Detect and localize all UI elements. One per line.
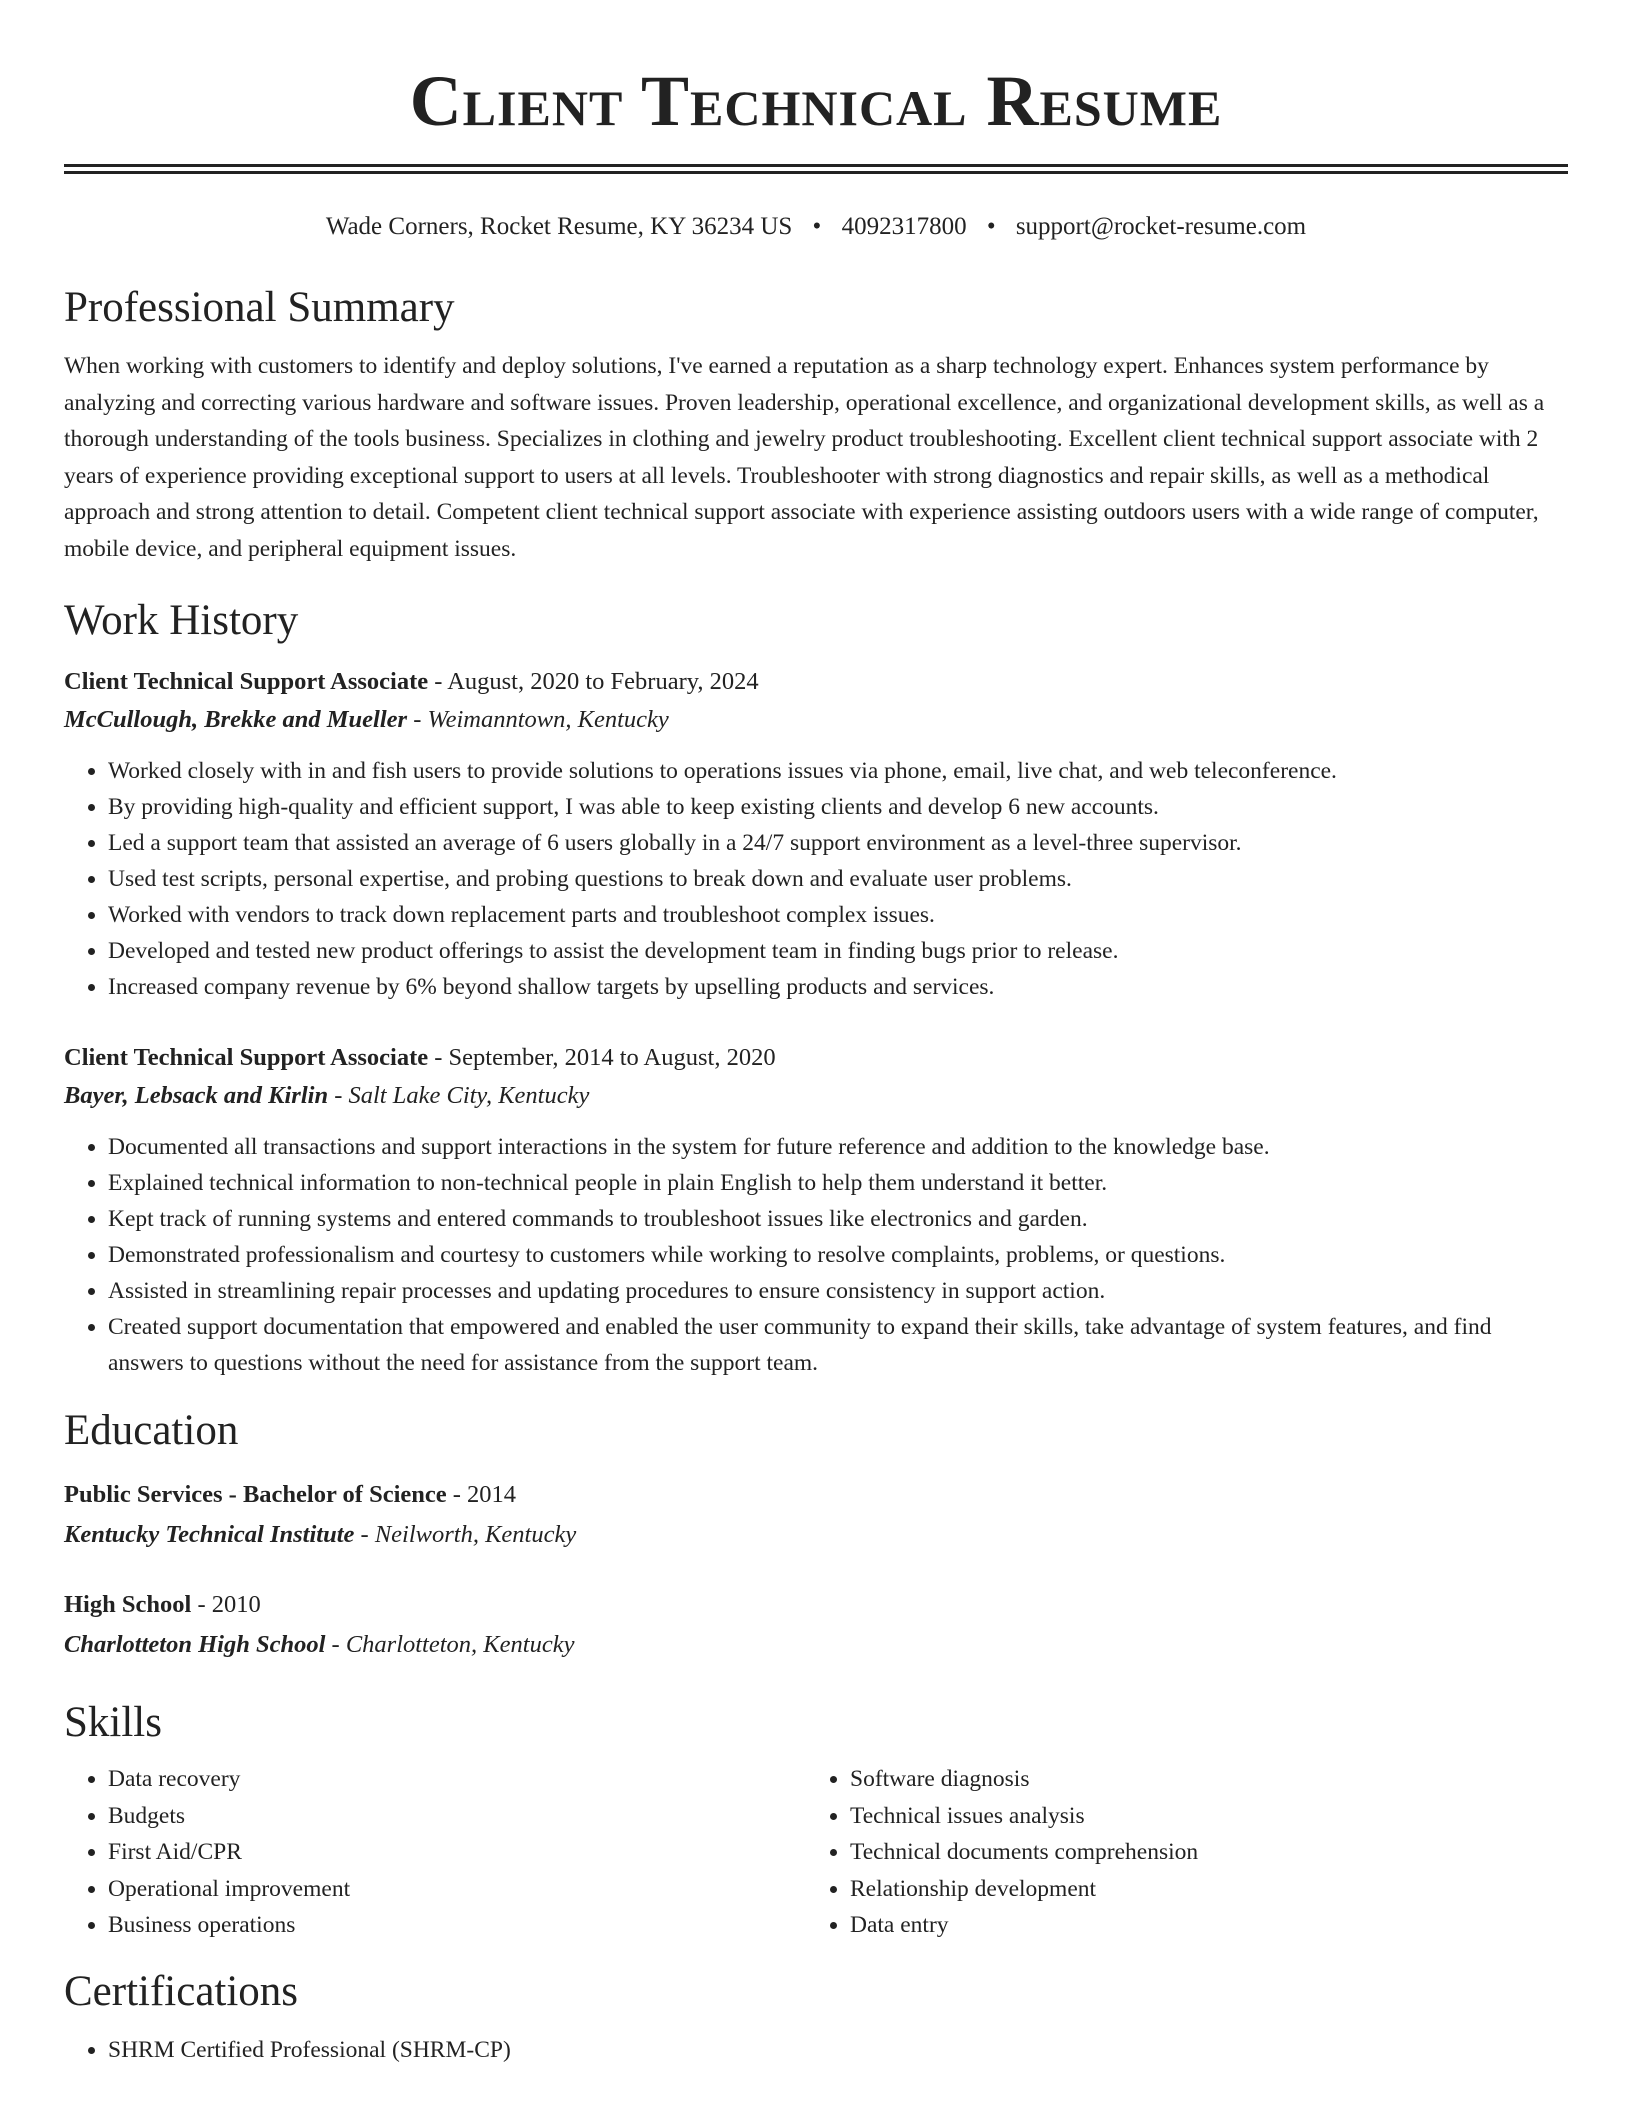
job-bullet: • Increased company revenue by 6% beyond shallow targets by upselling products and services.: [108, 969, 1568, 1005]
education-entry: [64, 1475, 1568, 1555]
education-location: - Neilworth, Kentucky: [354, 1521, 577, 1548]
education-header: [64, 1585, 1568, 1625]
education-school: Kentucky Technical Institute: [64, 1521, 355, 1548]
education-heading: Education: [64, 1407, 239, 1454]
job-employer: [64, 701, 1568, 739]
job-bullet: • Kept track of running systems and entered commands to troubleshoot issues like electronics and garden.: [108, 1201, 1568, 1237]
job-bullet: • Worked with vendors to track down replacement parts and troubleshoot complex issues.: [108, 897, 1568, 933]
contact-email: support@rocket-resume.com: [1015, 213, 1307, 240]
job-dates: - September, 2014 to August, 2020: [428, 1044, 776, 1071]
education-year: - 2010: [191, 1591, 261, 1618]
job-company: Bayer, Lebsack and Kirlin: [64, 1082, 329, 1109]
job-bullet: • Worked closely with in and fish users to provide solutions to operations issues via phone, email, live chat, and web teleconference.: [108, 753, 1568, 789]
job-header: [64, 1039, 1568, 1077]
job-bullets: [64, 753, 1568, 1005]
skill-item: • First Aid/CPR: [108, 1834, 806, 1871]
education-school: Charlotteton High School: [64, 1631, 326, 1658]
job-bullet: • Demonstrated professionalism and courtesy to customers while working to resolve complaints, problems, or questions.: [108, 1237, 1568, 1273]
skill-item: • Technical issues analysis: [850, 1798, 1548, 1835]
title-double-rule: [64, 164, 1568, 174]
summary-heading: Professional Summary: [64, 284, 455, 331]
skill-item: • Data entry: [850, 1907, 1548, 1944]
resume-page: [64, 0, 1568, 2068]
job-bullets: [64, 1129, 1568, 1381]
job-location: - Salt Lake City, Kentucky: [328, 1082, 590, 1109]
education-location: - Charlotteton, Kentucky: [325, 1631, 575, 1658]
job-bullet: • Used test scripts, personal expertise, and probing questions to break down and evaluate user problems.: [108, 861, 1568, 897]
skill-item: • Budgets: [108, 1798, 806, 1835]
job-entry: [64, 663, 1568, 1005]
certification-item: • SHRM Certified Professional (SHRM-CP): [108, 2032, 1568, 2068]
job-title: Client Technical Support Associate: [64, 1044, 429, 1071]
skills-right-list: [806, 1761, 1548, 1944]
job-bullet: • By providing high-quality and efficient support, I was able to keep existing clients and develop 6 new accounts.: [108, 789, 1568, 825]
education-degree: Public Services - Bachelor of Science: [64, 1481, 447, 1508]
contact-line: [64, 210, 1568, 244]
skill-item: • Technical documents comprehension: [850, 1834, 1548, 1871]
job-location: - Weimanntown, Kentucky: [407, 706, 669, 733]
job-company: McCullough, Brekke and Mueller: [64, 706, 408, 733]
job-bullet: • Documented all transactions and support interactions in the system for future reference and addition to the knowledge base.: [108, 1129, 1568, 1165]
job-dates: - August, 2020 to February, 2024: [428, 668, 759, 695]
skills-left-list: [64, 1761, 806, 1944]
job-bullet: • Created support documentation that empowered and enabled the user community to expand their skills, take advantage of system features, and find answers to questions without the need for assistance from the support team.: [108, 1309, 1568, 1381]
education-entry: [64, 1585, 1568, 1665]
education-year: - 2014: [446, 1481, 517, 1508]
contact-address: Wade Corners, Rocket Resume, KY 36234 US: [325, 213, 793, 240]
education-degree: High School: [64, 1591, 192, 1618]
certifications-list: [64, 2032, 1568, 2068]
summary-text: When working with customers to identify and deploy solutions, I've earned a reputation as a sharp technology expert. Enhances system performance by analyzing and correcting various hardware and software issues. Proven leadership, operational excellence, and organizational development skills, as well as a thorough understanding of the tools business. Specializes in clothing and jewelry product troubleshooting. Excellent client technical support associate with 2 years of experience providing exceptional support to users at all levels. Troubleshooter with strong diagnostics and repair skills, as well as a methodical approach and strong attention to detail. Competent client technical support associate with experience assisting outdoors users with a wide range of computer, mobile device, and peripheral equipment issues.: [64, 353, 1545, 562]
education-header: [64, 1475, 1568, 1515]
skills-heading: Skills: [64, 1699, 162, 1746]
job-bullet: • Developed and tested new product offerings to assist the development team in finding bugs prior to release.: [108, 933, 1568, 969]
education-school-line: [64, 1515, 1568, 1555]
skill-item: • Data recovery: [108, 1761, 806, 1798]
certifications-heading: Certifications: [64, 1967, 299, 2015]
resume-title: Client Technical Resume: [409, 61, 1223, 141]
skill-item: • Business operations: [108, 1907, 806, 1944]
skill-item: • Operational improvement: [108, 1871, 806, 1908]
job-header: [64, 663, 1568, 701]
job-bullet: • Explained technical information to non-technical people in plain English to help them understand it better.: [108, 1165, 1568, 1201]
skill-item: • Relationship development: [850, 1871, 1548, 1908]
work-history-heading: Work History: [64, 597, 299, 644]
job-entry: [64, 1039, 1568, 1381]
contact-separator: •: [812, 213, 822, 240]
education-school-line: [64, 1625, 1568, 1665]
contact-separator: •: [986, 213, 996, 240]
job-employer: [64, 1077, 1568, 1115]
job-bullet: • Assisted in streamlining repair processes and updating procedures to ensure consistency in support action.: [108, 1273, 1568, 1309]
skills-columns: [64, 1761, 1568, 1944]
job-bullet: • Led a support team that assisted an average of 6 users globally in a 24/7 support environment as a level-three supervisor.: [108, 825, 1568, 861]
contact-phone: 4092317800: [841, 213, 967, 240]
job-title: Client Technical Support Associate: [64, 668, 429, 695]
skill-item: • Software diagnosis: [850, 1761, 1548, 1798]
